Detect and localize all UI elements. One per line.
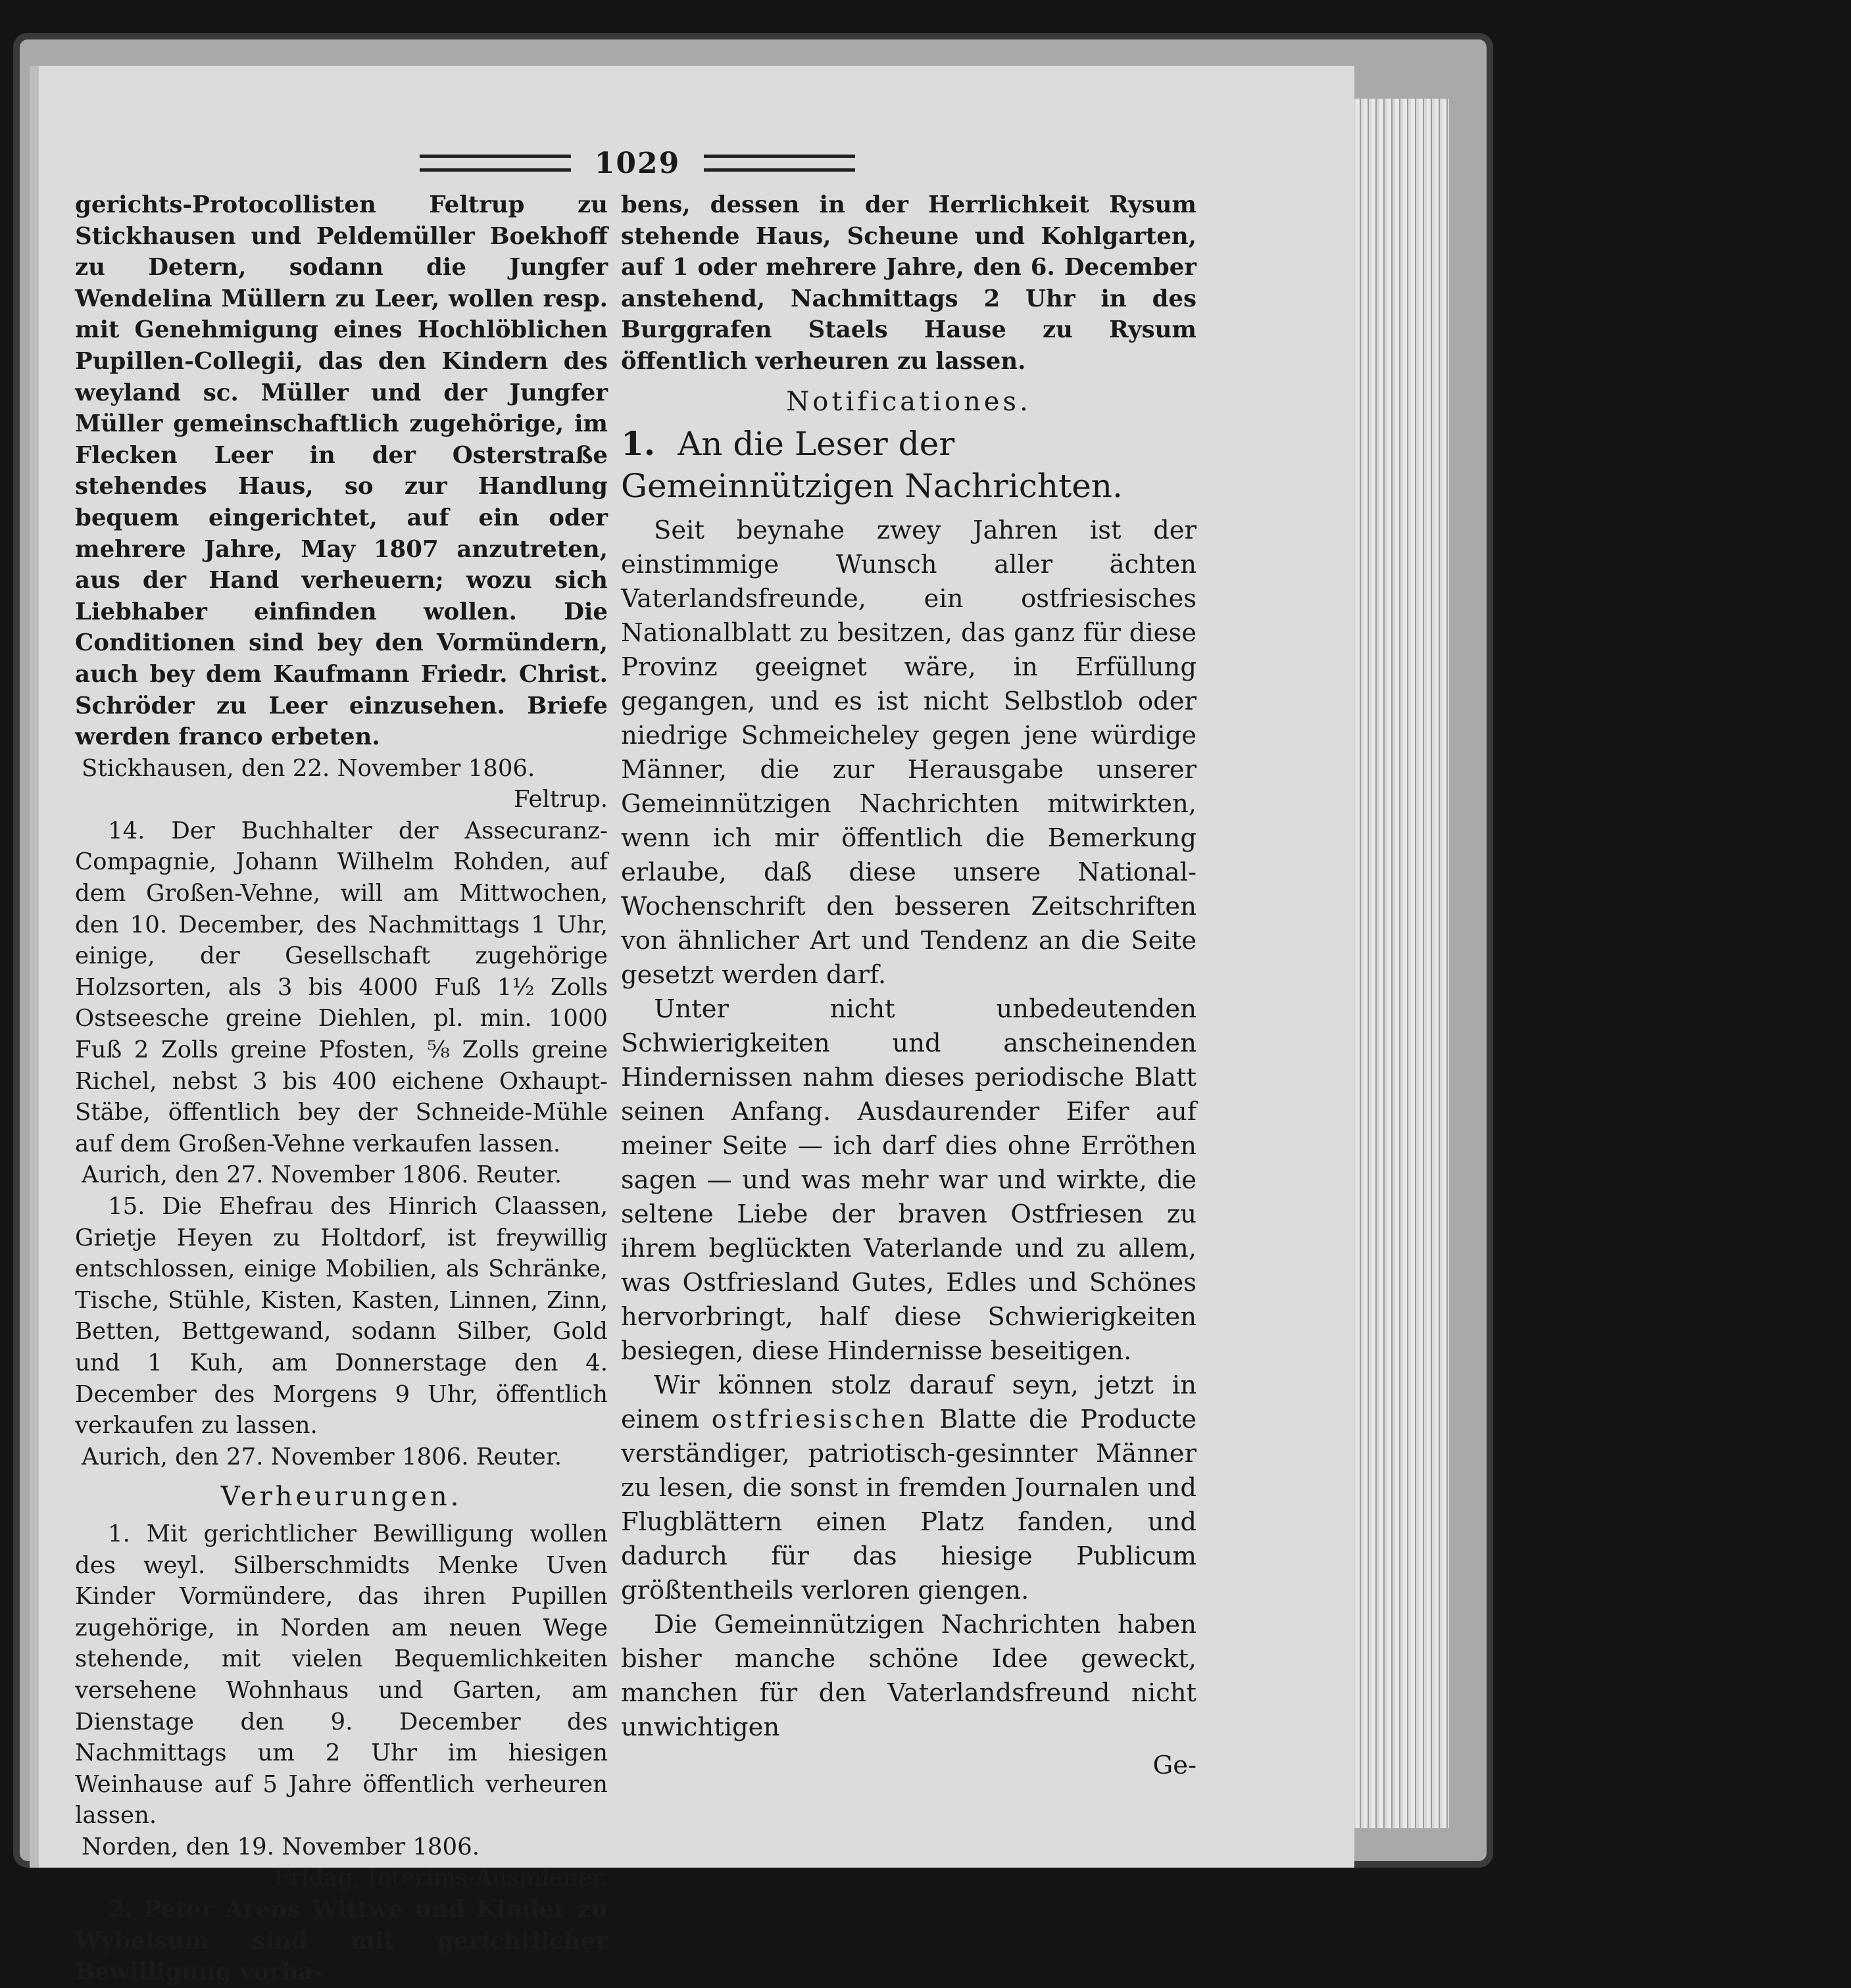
header-rule-right xyxy=(704,155,855,172)
notice-continuation: gerichts-Protocollisten Feltrup zu Stickhausen und Peldemüller Boekhoff zu Detern, sodann die Jungfer Wendelina Müllern zu Leer, wollen resp. mit Genehmigung eines Hochlöblichen Pupillen-Collegii, das den Kindern des weyland sc. Müller und der Jungfer Müller gemeinschaftlich zugehörige, im Flecken Leer in der Osterstraße stehendes Haus, so zur Handlung bequem eingerichtet, auf ein oder mehrere Jahre, May 1807 anzutreten, aus der Hand verheuern; wozu sich Liebhaber einfinden wollen. Die Conditionen sind bey den Vormündern, auch bey dem Kaufmann Friedr. Christ. Schröder zu Leer einzusehen. Briefe werden franco erbeten. xyxy=(75,191,608,751)
dateline: Aurich, den 27. November 1806. Reuter. xyxy=(82,1161,562,1189)
header-rule-left xyxy=(420,155,571,172)
section-title-notificationes: Notificationes. xyxy=(786,386,1031,417)
article-paragraph: Unter nicht unbedeutenden Schwierigkeiten und anscheinenden Hindernissen nahm dieses periodische Blatt seinen Anfang. Ausdaurender Eifer auf meiner Seite — ich darf dies ohne Erröthen sagen — und was mehr war und wirkte, die seltene Liebe der braven Ostfriesen zu ihrem beglückten Vaterlande und zu allem, was Ostfriesland Gutes, Edles und Schönes hervorbringt, half diese Schwierigkeiten besiegen, diese Hindernisse beseitigen. xyxy=(621,994,1197,1367)
section-title-verheurungen: Verheurungen. xyxy=(220,1482,462,1513)
left-column xyxy=(75,189,608,1988)
verheurung-2: 2. Peter Arens Wittwe und Kinder zu Wybelsum sind mit gerichtlicher Bewilligung vorha- xyxy=(75,1896,608,1986)
article-paragraph: Die Gemeinnützigen Nachrichten haben bisher manche schöne Idee geweckt, manchen für den Vaterlandsfreund nicht unwichtigen xyxy=(621,1610,1197,1743)
verheurung-2-continuation: bens, dessen in der Herrlichkeit Rysum stehende Haus, Scheune und Kohlgarten, auf 1 oder mehrere Jahre, den 6. December anstehend, Nachmittags 2 Uhr in des Burggrafen Staels Hause zu Rysum öffentlich verheuren zu lassen. xyxy=(621,191,1197,375)
notice-15: 15. Die Ehefrau des Hinrich Claassen, Grietje Heyen zu Holtdorf, ist freywillig entschlossen, einige Mobilien, als Schränke, Tische, Stühle, Kisten, Kasten, Linnen, Zinn, Betten, Bettgewand, sodann Silber, Gold und 1 Kuh, am Donnerstage den 4. December des Morgens 9 Uhr, öffentlich verkaufen zu lassen. xyxy=(75,1193,608,1440)
article-title xyxy=(621,423,1197,507)
article-paragraph: Seit beynahe zwey Jahren ist der einstimmige Wunsch aller ächten Vaterlandsfreunde, ein ostfriesisches Nationalblatt zu besitzen, das ganz für diese Provinz geeignet wäre, in Erfüllung gegangen, und es ist nicht Selbstlob oder niedrige Schmeicheley gegen jene würdige Männer, die zur Herausgabe unserer Gemeinnützigen Nachrichten mitwirkten, wenn ich mir öffentlich die Bemerkung erlaube, daß diese unsere National-Wochenschrift den besseren Zeitschriften von ähnlicher Art und Tendenz an die Seite gesetzt werden darf. xyxy=(621,516,1197,990)
dateline: Stickhausen, den 22. November 1806. xyxy=(82,754,535,782)
signature: Fridag, Interims-Ausmiener. xyxy=(274,1864,608,1892)
verheurung-1: 1. Mit gerichtlicher Bewilligung wollen des weyl. Silberschmidts Menke Uven Kinder Vormündere, das ihren Pupillen zugehörige, in Norden am neuen Wege stehende, mit vielen Bequemlichkeiten versehene Wohnhaus und Garten, am Dienstage den 9. December des Nachmittags um 2 Uhr im hiesigen Weinhause auf 5 Jahre öffentlich verheuren lassen. xyxy=(75,1520,608,1830)
book-page xyxy=(30,66,1354,1986)
emphasized-word: ostfriesischen xyxy=(711,1405,927,1435)
signature: Feltrup. xyxy=(513,786,608,813)
catchword: Ge- xyxy=(1152,1751,1197,1781)
notice-14: 14. Der Buchhalter der Assecuranz-Compagnie, Johann Wilhelm Rohden, auf dem Großen-Vehne, will am Mittwochen, den 10. December, des Nachmittags 1 Uhr, einige, der Gesellschaft zugehörige Holzsorten, als 3 bis 4000 Fuß 1½ Zolls Ostseesche greine Diehlen, pl. min. 1000 Fuß 2 Zolls greine Pfosten, ⅝ Zolls greine Richel, nebst 3 bis 400 eichene Oxhaupt-Stäbe, öffentlich bey der Schneide-Mühle auf dem Großen-Vehne verkaufen lassen. xyxy=(75,817,608,1157)
dateline: Aurich, den 27. November 1806. Reuter. xyxy=(82,1443,562,1470)
text-run: Blatte die Producte verständiger, patriotisch-gesinnter Männer zu lesen, die sonst in fremden Journalen und Flugblättern einen Platz fanden, und dadurch für das hiesige Publicum größtentheils verloren giengen. xyxy=(621,1405,1197,1606)
page-number: 1029 xyxy=(594,146,681,180)
text-run: Wir können stolz darauf seyn, jetzt in einem xyxy=(621,1370,1197,1435)
dateline: Norden, den 19. November 1806. xyxy=(82,1833,480,1860)
article-paragraph xyxy=(621,1369,1197,1608)
article-number: 1. xyxy=(621,424,656,464)
page-header xyxy=(407,143,868,183)
right-column xyxy=(621,189,1197,1783)
article-title-text: An die Leser der Gemeinnützigen Nachrichten. xyxy=(621,425,1123,506)
